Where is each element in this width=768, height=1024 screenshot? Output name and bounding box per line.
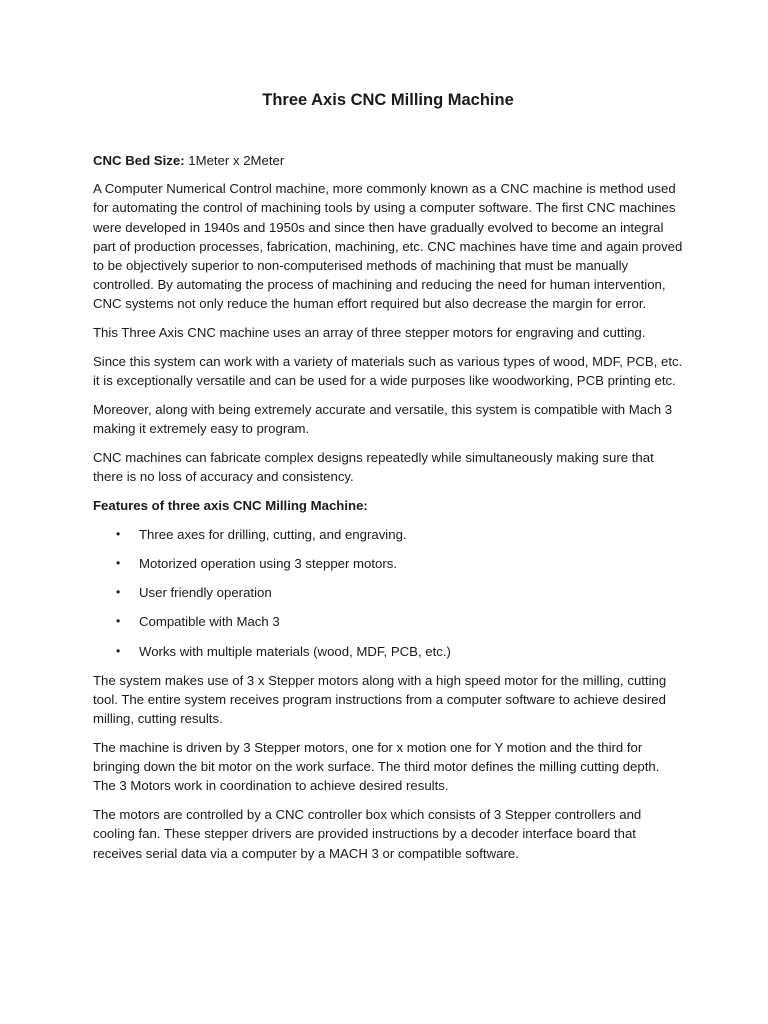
bullet-icon: • xyxy=(116,556,121,571)
bed-size-label: CNC Bed Size: xyxy=(93,153,185,168)
feature-text: User friendly operation xyxy=(139,585,272,601)
feature-text: Compatible with Mach 3 xyxy=(139,614,280,630)
bullet-icon: • xyxy=(116,585,121,600)
paragraph-controller: The motors are controlled by a CNC controller box which consists of 3 Stepper controllers and cooling fan. These stepper drivers are provided instructions by a decoder interface board that receives serial data via a computer by a MACH 3 or compatible software. xyxy=(93,807,642,861)
paragraph-drive: The machine is driven by 3 Stepper motors, one for x motion one for Y motion and the third for bringing down the bit motor on the work surface. The third motor defines the milling cutting depth. The 3 Motors work in coordination to achieve desired results. xyxy=(93,740,660,794)
bullet-icon: • xyxy=(116,526,121,541)
paragraph-accuracy: CNC machines can fabricate complex designs repeatedly while simultaneously making sure that there is no loss of accuracy and consistency. xyxy=(93,450,654,485)
features-list xyxy=(93,525,683,661)
feature-text: Three axes for drilling, cutting, and engraving. xyxy=(139,526,407,542)
feature-item xyxy=(93,642,683,661)
bed-size-line xyxy=(93,151,683,170)
feature-item xyxy=(93,583,683,602)
features-heading: Features of three axis CNC Milling Machine: xyxy=(93,498,368,514)
paragraph-mach3: Moreover, along with being extremely accurate and versatile, this system is compatible with Mach 3 making it extremely easy to program. xyxy=(93,402,673,437)
feature-text: Motorized operation using 3 stepper motors. xyxy=(139,556,398,572)
feature-item xyxy=(93,525,683,544)
bullet-icon: • xyxy=(116,614,121,629)
feature-item xyxy=(93,554,683,573)
paragraph-system: The system makes use of 3 x Stepper motors along with a high speed motor for the milling, cutting tool. The entire system receives program instructions from a computer software to achieve desired milling, cutting results. xyxy=(93,672,667,727)
feature-text: Works with multiple materials (wood, MDF, PCB, etc.) xyxy=(139,643,451,659)
document-body xyxy=(93,151,683,872)
bullet-icon: • xyxy=(116,643,121,658)
intro-paragraph: A Computer Numerical Control machine, more commonly known as a CNC machine is method used for automating the control of machining tools by using a computer software. The first CNC machines were developed in 1940s and 1950s and since then have gradually evolved to become an integral part of production processes, fabrication, machining, etc. CNC machines have time and again proved to be objectively superior to non-computerised methods of machining that must be manually controlled. By automating the process of machining and reducing the need for human intervention, CNC systems not only reduce the human effort required but also decrease the margin for error. xyxy=(93,181,683,312)
feature-item xyxy=(93,612,683,631)
page-title: Three Axis CNC Milling Machine xyxy=(262,91,514,109)
bed-size-value: 1Meter x 2Meter xyxy=(184,153,285,168)
paragraph-materials: Since this system can work with a variety of materials such as various types of wood, MDF, PCB, etc. it is exceptionally versatile and can be used for a wide purposes like woodworking, PCB printing etc. xyxy=(93,354,683,389)
paragraph-stepper-motors: This Three Axis CNC machine uses an array of three stepper motors for engraving and cutting. xyxy=(93,325,646,341)
